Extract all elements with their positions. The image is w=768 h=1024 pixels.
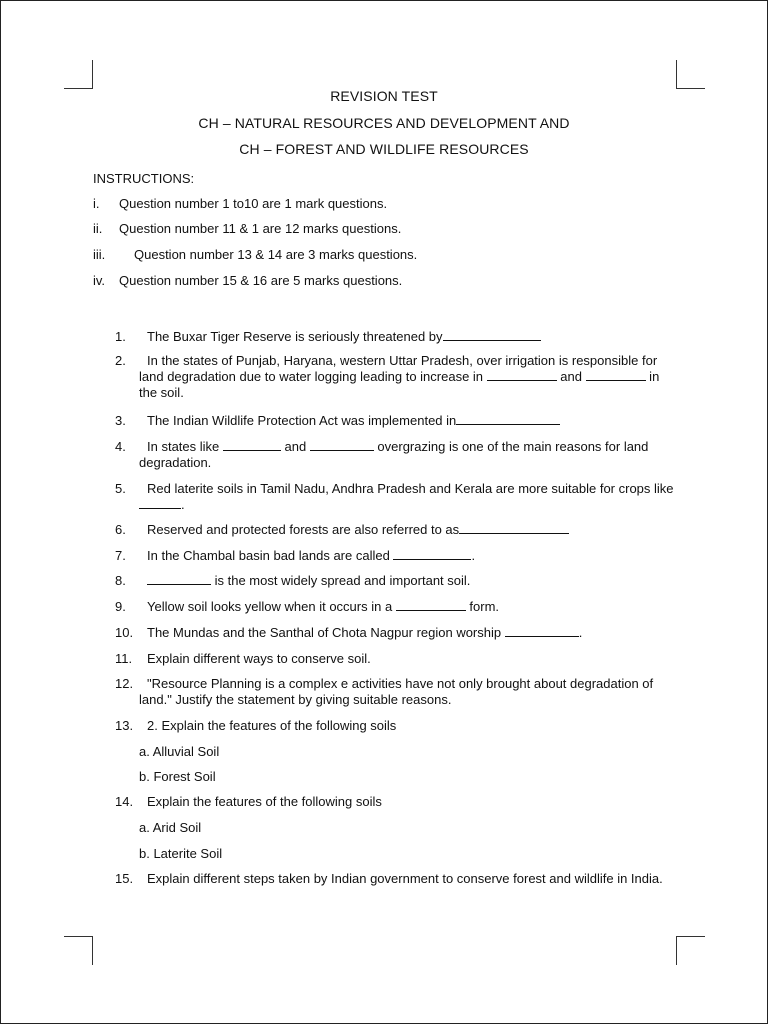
crop-mark-bottom-left: [64, 936, 93, 965]
document-title: REVISION TEST: [330, 88, 438, 104]
question-text: Reserved and protected forests are also referred to as: [147, 522, 460, 537]
question-text: is the most widely spread and important soil.: [211, 573, 471, 588]
question-text: in the soil.: [139, 369, 660, 400]
instructions-title: INSTRUCTIONS:: [93, 171, 195, 186]
question-number: 7.: [115, 548, 126, 563]
question-number: 2.: [115, 353, 126, 368]
question-item: [115, 871, 675, 887]
question-item: [115, 573, 675, 589]
question-item: [115, 413, 675, 429]
question-item: [115, 599, 675, 615]
answer-blank[interactable]: [443, 329, 541, 341]
question-number: 5.: [115, 481, 126, 496]
question-text: Red laterite soils in Tamil Nadu, Andhra Pradesh and Kerala are more suitable for crops like: [147, 481, 674, 496]
question-text: In states like: [147, 439, 223, 454]
question-text: The Mundas and the Santhal of Chota Nagpur region worship: [147, 625, 505, 640]
question-number: 9.: [115, 599, 126, 614]
question-item: [115, 522, 675, 538]
question-number: 3.: [115, 413, 126, 428]
instruction-item: [93, 196, 387, 211]
answer-blank[interactable]: [586, 369, 646, 381]
sub-question: b. Laterite Soil: [139, 846, 223, 861]
question-item: [115, 481, 675, 513]
question-item: [115, 794, 675, 810]
question-text: .: [578, 625, 583, 640]
instruction-item: [93, 247, 417, 262]
question-text: In the states of Punjab, Haryana, western Uttar Pradesh, over irrigation is responsible for land degradation due to water logging leading to increase in: [139, 353, 658, 384]
instruction-text: Question number 1 to10 are 1 mark questions.: [119, 196, 388, 211]
question-number: 15.: [115, 871, 134, 886]
instruction-marker: iv.: [93, 273, 106, 288]
answer-blank[interactable]: [393, 548, 471, 560]
instruction-item: [93, 273, 402, 288]
question-item: [115, 718, 675, 734]
question-number: 6.: [115, 522, 126, 537]
question-text: and: [280, 439, 310, 454]
question-text: Yellow soil looks yellow when it occurs in a: [147, 599, 396, 614]
question-text: .: [471, 548, 476, 563]
question-item: [115, 353, 675, 401]
instruction-text: Question number 11 & 1 are 12 marks questions.: [119, 221, 402, 236]
answer-blank[interactable]: [139, 497, 181, 509]
question-text: and: [556, 369, 586, 384]
question-text: .: [181, 497, 185, 512]
question-text: 2. Explain the features of the following soils: [147, 718, 397, 733]
question-number: 10.: [115, 625, 134, 640]
answer-blank[interactable]: [223, 439, 281, 451]
question-text: "Resource Planning is a complex e activities have not only brought about degradation of land." Justify the statement by giving suitable reasons.: [139, 676, 654, 707]
question-number: 8.: [115, 573, 126, 588]
question-item: [115, 548, 675, 564]
question-text: In the Chambal basin bad lands are called: [147, 548, 394, 563]
question-item: [115, 329, 675, 345]
question-number: 4.: [115, 439, 126, 454]
sub-question: a. Alluvial Soil: [139, 744, 220, 759]
question-item: [115, 625, 675, 641]
sub-question: b. Forest Soil: [139, 769, 216, 784]
question-item: [115, 651, 675, 667]
crop-mark-bottom-right: [676, 936, 705, 965]
question-text: overgrazing is one of the main reasons for land degradation.: [139, 439, 649, 470]
answer-blank[interactable]: [396, 599, 466, 611]
answer-blank[interactable]: [147, 573, 211, 585]
sub-question: a. Arid Soil: [139, 820, 202, 835]
question-text: The Indian Wildlife Protection Act was implemented in: [147, 413, 457, 428]
question-text: Explain the features of the following soils: [147, 794, 382, 809]
chapter-heading-1: CH – NATURAL RESOURCES AND DEVELOPMENT AND: [198, 115, 570, 131]
question-text: Explain different ways to conserve soil.: [147, 651, 371, 666]
question-number: 14.: [115, 794, 134, 809]
answer-blank[interactable]: [456, 413, 560, 425]
crop-mark-top-left: [64, 60, 93, 89]
instruction-marker: iii.: [93, 247, 106, 262]
question-number: 11.: [115, 651, 133, 666]
question-number: 1.: [115, 329, 126, 344]
crop-mark-top-right: [676, 60, 705, 89]
question-text: form.: [465, 599, 500, 614]
question-item: [115, 676, 675, 708]
question-text: Explain different steps taken by Indian government to conserve forest and wildlife in India.: [147, 871, 663, 886]
chapter-heading-2: CH – FOREST AND WILDLIFE RESOURCES: [239, 141, 529, 157]
answer-blank[interactable]: [310, 439, 374, 451]
answer-blank[interactable]: [487, 369, 557, 381]
question-item: [115, 439, 675, 471]
answer-blank[interactable]: [505, 625, 579, 637]
instruction-marker: ii.: [93, 221, 103, 236]
instruction-text: Question number 13 & 14 are 3 marks questions.: [134, 247, 418, 262]
question-text: The Buxar Tiger Reserve is seriously threatened by: [147, 329, 443, 344]
question-number: 12.: [115, 676, 134, 691]
instruction-item: [93, 221, 401, 236]
answer-blank[interactable]: [459, 522, 569, 534]
question-number: 13.: [115, 718, 134, 733]
instruction-text: Question number 15 & 16 are 5 marks questions.: [119, 273, 403, 288]
instruction-marker: i.: [93, 196, 100, 211]
